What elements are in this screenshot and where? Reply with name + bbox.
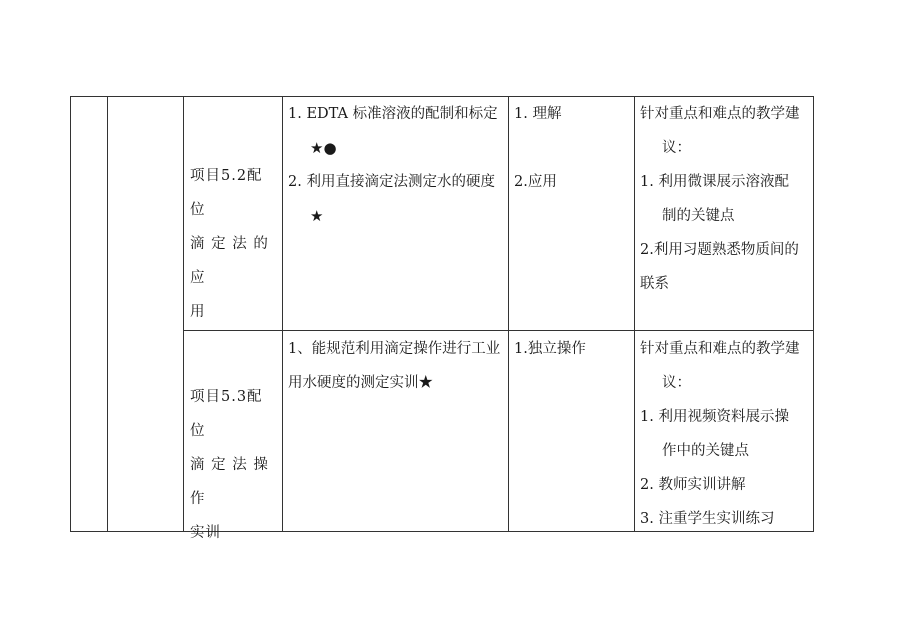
requirement-line: 2.应用 — [514, 174, 557, 190]
advice-cell — [640, 97, 812, 301]
column-divider-3 — [282, 96, 283, 532]
project-cell — [190, 159, 278, 329]
project-title-line: 项目5.2配位 — [190, 168, 263, 218]
curriculum-table — [70, 96, 814, 541]
row-divider — [183, 330, 814, 331]
table-border-right — [813, 96, 814, 532]
advice-line: 2.利用习题熟悉物质间的 — [640, 242, 799, 258]
requirement-cell — [514, 332, 630, 366]
content-line: 用水硬度的测定实训★ — [288, 375, 433, 391]
content-cell — [288, 332, 504, 400]
advice-cell — [640, 332, 812, 536]
advice-line: 3. 注重学生实训练习 — [640, 511, 775, 527]
content-line: 1. EDTA 标准溶液的配制和标定 — [288, 106, 498, 122]
advice-line: 1. 利用视频资料展示操 — [640, 409, 789, 425]
content-line: ★● — [310, 139, 337, 157]
project-title-line: 实训 — [190, 525, 221, 541]
project-cell — [190, 380, 278, 550]
advice-line: 针对重点和难点的教学建 — [640, 106, 800, 122]
column-divider-1 — [107, 96, 108, 532]
advice-line: 制的关键点 — [662, 208, 735, 224]
project-title-line: 滴 定 法 操 作 — [190, 457, 269, 507]
advice-line: 2. 教师实训讲解 — [640, 477, 746, 493]
requirement-line — [514, 131, 630, 165]
advice-line: 联系 — [640, 276, 669, 292]
content-line: 2. 利用直接滴定法测定水的硬度 — [288, 174, 495, 190]
project-title-line: 用 — [190, 304, 206, 320]
advice-line: 作中的关键点 — [662, 443, 749, 459]
column-divider-4 — [508, 96, 509, 532]
advice-line: 议： — [662, 375, 691, 391]
requirement-line: 1. 理解 — [514, 106, 562, 122]
project-title-line: 项目5.3配位 — [190, 389, 263, 439]
column-divider-5 — [634, 96, 635, 532]
requirement-line: 1.独立操作 — [514, 341, 586, 357]
content-line: 1、能规范利用滴定操作进行工业 — [288, 341, 501, 357]
project-title-line: 滴 定 法 的 应 — [190, 236, 269, 286]
requirement-cell — [514, 97, 630, 199]
table-border-left — [70, 96, 71, 532]
column-divider-2 — [183, 96, 184, 532]
content-cell — [288, 97, 504, 233]
advice-line: 议： — [662, 140, 691, 156]
advice-line: 1. 利用微课展示溶液配 — [640, 174, 789, 190]
content-line: ★ — [310, 207, 324, 225]
advice-line: 针对重点和难点的教学建 — [640, 341, 800, 357]
